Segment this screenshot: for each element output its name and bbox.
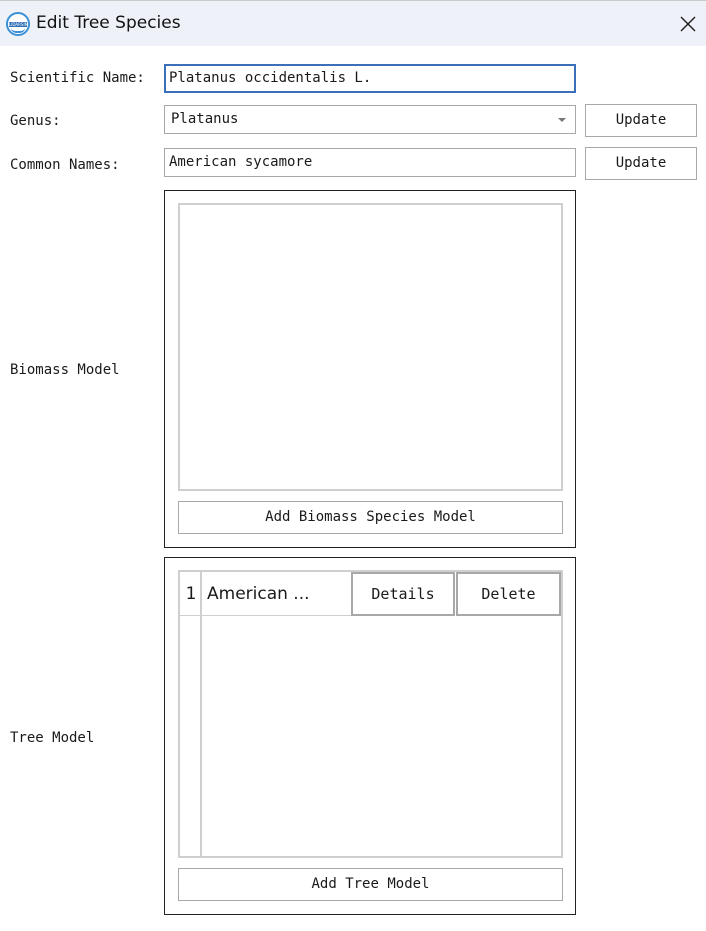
genus-dropdown[interactable]: [164, 105, 576, 134]
add-biomass-species-model-button[interactable]: Add Biomass Species Model: [178, 501, 563, 534]
close-button[interactable]: [670, 7, 706, 41]
row-number: 1: [180, 572, 202, 616]
tree-model-label: Tree Model: [10, 730, 95, 746]
genus-update-button[interactable]: Update: [585, 104, 697, 137]
genus-label: Genus:: [10, 113, 61, 129]
genus-selected-value: Platanus: [171, 111, 239, 127]
chevron-down-icon: [558, 118, 566, 122]
close-icon: [680, 16, 696, 32]
scientific-name-label: Scientific Name:: [10, 70, 145, 86]
common-names-label: Common Names:: [10, 157, 120, 173]
app-logo-icon: [6, 12, 30, 36]
tree-model-name-cell[interactable]: American ...: [202, 572, 352, 616]
delete-button[interactable]: Delete: [456, 572, 561, 616]
tree-model-grid[interactable]: [178, 570, 563, 858]
biomass-model-label: Biomass Model: [10, 362, 120, 378]
common-names-input[interactable]: American sycamore: [164, 148, 576, 177]
app-logo-text: LIDARSIM: [9, 22, 29, 27]
title-bar: [0, 0, 706, 46]
details-button[interactable]: Details: [351, 572, 455, 616]
scientific-name-input[interactable]: Platanus occidentalis L.: [164, 64, 576, 93]
biomass-model-list[interactable]: [178, 203, 563, 491]
common-names-update-button[interactable]: Update: [585, 147, 697, 180]
biomass-model-panel: [164, 190, 576, 548]
window-title: Edit Tree Species: [36, 13, 181, 33]
add-tree-model-button[interactable]: Add Tree Model: [178, 868, 563, 901]
